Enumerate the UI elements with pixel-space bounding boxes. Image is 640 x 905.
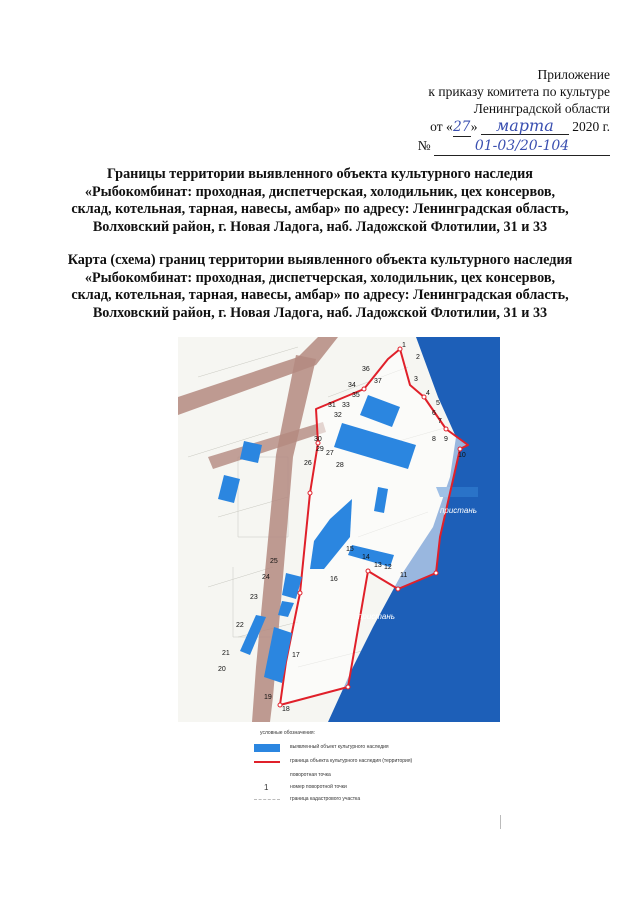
turn-point [458,447,462,451]
point-number: 18 [282,706,290,713]
title-line: Волховский район, г. Новая Ладога, наб. Ладожской Флотилии, 31 и 33 [92,218,548,235]
legend-item-boundary [248,758,468,768]
point-number: 7 [438,418,442,425]
date-mid: » [470,119,478,134]
point-number: 35 [352,392,360,399]
turn-point [434,571,438,575]
legend-text: граница объекта культурного наследия (территория) [290,758,413,764]
boundary-map [178,337,500,722]
legend-item-number [248,784,468,794]
point-number: 21 [222,650,230,657]
number-prefix: № [417,138,431,153]
point-number: 15 [346,546,354,553]
date-prefix: от « [430,119,453,134]
point-number: 24 [262,574,270,581]
legend-text: выявленный объект культурного наследия [290,744,389,750]
object-swatch [254,744,280,752]
title-line: «Рыбокомбинат: проходная, диспетчерская, холодильник, цех консервов, [84,269,556,286]
map-svg [178,337,500,722]
point-number: 29 [316,446,324,453]
date-day: 27 [453,119,471,135]
point-number: 9 [444,436,448,443]
legend-text: номер поворотной точки [290,784,347,790]
point-number: 6 [432,410,436,417]
title-line: «Рыбокомбинат: проходная, диспетчерская, холодильник, цех консервов, [84,183,556,200]
turn-point [308,491,312,495]
title-map-scheme [0,252,640,322]
point-number: 20 [218,666,226,673]
appendix-number [418,137,610,156]
point-number: 5 [436,400,440,407]
title-line: Границы территории выявленного объекта культурного наследия [107,166,533,182]
turn-point [346,685,350,689]
point-number: 32 [334,412,342,419]
number-sample: 1 [264,783,269,792]
point-number: 26 [304,460,312,467]
point-number: 8 [432,436,436,443]
pier-label: пристань [358,612,395,621]
point-number: 28 [336,462,344,469]
cadastral-swatch [254,799,280,800]
point-number: 4 [426,390,430,397]
point-number: 34 [348,382,356,389]
appendix-order-ref: к приказу комитета по культуре [428,84,610,99]
point-number: 27 [326,450,334,457]
point-number: 10 [458,452,466,459]
turn-point [396,587,400,591]
point-number: 16 [330,576,338,583]
boundary-swatch [254,761,280,763]
appendix-date [418,117,610,137]
point-number: 25 [270,558,278,565]
point-number: 11 [400,572,408,579]
point-number: 12 [384,564,392,571]
point-number: 31 [328,402,336,409]
date-year: 2020 г. [572,119,610,134]
turn-point [366,569,370,573]
point-number: 23 [250,594,258,601]
number-value: 01-03/20-104 [434,138,610,156]
pencil-mark [500,815,501,829]
title-boundaries [0,166,640,236]
point-number: 3 [414,376,418,383]
point-number: 17 [292,652,300,659]
point-number: 33 [342,402,350,409]
title-line: склад, котельная, тарная, навесы, амбар» по адресу: Ленинградская область, [71,201,569,217]
point-number: 36 [362,366,370,373]
title-line: Карта (схема) границ территории выявленного объекта культурного наследия [67,252,573,268]
point-number: 37 [374,378,382,385]
legend-text: граница кадастрового участка [290,796,361,802]
title-line: склад, котельная, тарная, навесы, амбар» по адресу: Ленинградская область, [71,287,569,303]
legend-item-point [248,772,468,782]
building [240,441,262,463]
legend-title-row [248,730,468,740]
point-number: 2 [416,354,420,361]
appendix-region: Ленинградской области [473,101,610,116]
turn-point [362,387,366,391]
date-month: марта [481,117,569,135]
legend-item-object [248,744,468,754]
point-number: 13 [374,562,382,569]
point-number: 22 [236,622,244,629]
turn-point [444,427,448,431]
point-number: 19 [264,694,272,701]
title-line: Волховский район, г. Новая Ладога, наб. Ладожской Флотилии, 31 и 33 [92,304,548,321]
point-number: 1 [402,342,406,349]
legend-text: поворотная точка [290,772,331,778]
turn-point [298,591,302,595]
legend-item-cadastral [248,796,468,806]
point-number: 30 [314,436,322,443]
appendix-block [418,66,610,156]
pier-label: пристань [440,506,477,515]
point-number: 14 [362,554,370,561]
legend-title: условные обозначения: [260,730,316,736]
appendix-label: Приложение [537,67,610,82]
